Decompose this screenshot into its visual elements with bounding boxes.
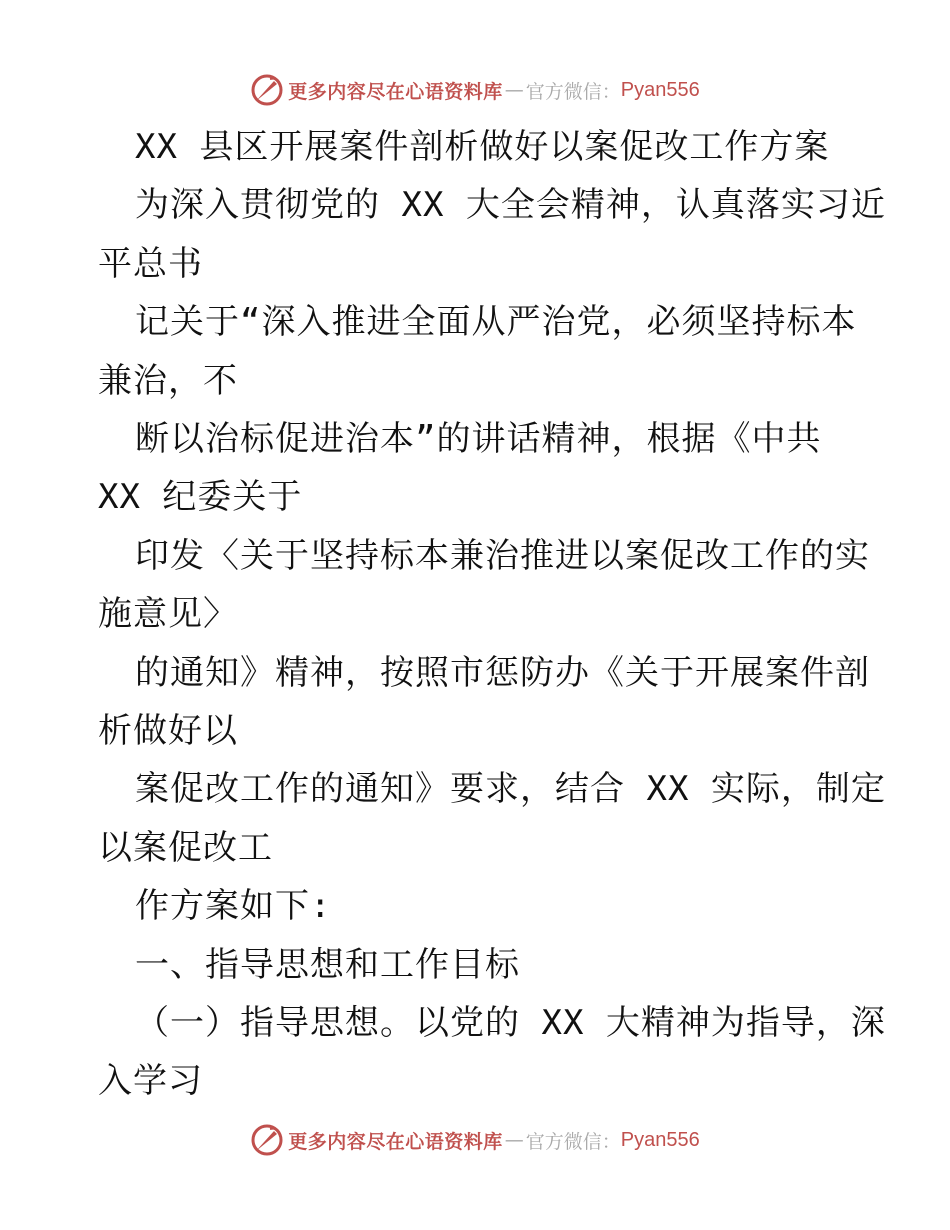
text-line: XX 纪委关于 xyxy=(98,477,303,518)
quill-logo-icon xyxy=(250,73,284,107)
banner-wechat-label: 官方微信： xyxy=(525,1130,621,1153)
banner-dash: — xyxy=(504,1129,524,1151)
text-line: 一、指导思想和工作目标 xyxy=(135,944,520,985)
text-line: 兼治，不 xyxy=(98,360,238,401)
footer-banner xyxy=(0,1120,950,1160)
text-line: 平总书 xyxy=(98,243,203,284)
text-line: 案促改工作的通知》要求，结合 XX 实际，制定 xyxy=(135,769,886,810)
text-line: 印发〈关于坚持标本兼治推进以案促改工作的实 xyxy=(135,535,870,576)
text-line: （一）指导思想。以党的 XX 大精神为指导，深 xyxy=(135,1003,886,1043)
text-line: 的通知》精神，按照市惩防办《关于开展案件剖 xyxy=(135,652,870,693)
banner-wechat-id: Pyan556 xyxy=(620,1128,700,1151)
text-line: 为深入贯彻党的 XX 大全会精神，认真落实习近 xyxy=(135,185,886,226)
banner-title: 更多内容尽在心语资料库 xyxy=(288,80,503,103)
header-banner xyxy=(0,70,950,110)
text-line: 施意见〉 xyxy=(98,594,238,635)
text-line: 记关于“深入推进全面从严治党，必须坚持标本 xyxy=(135,302,857,343)
document-title: XX 县区开展案件剖析做好以案促改工作方案 xyxy=(135,127,830,167)
text-line: 断以治标促进治本”的讲话精神，根据《中共 xyxy=(135,419,822,459)
banner-wechat-id: Pyan556 xyxy=(620,78,700,101)
text-line: 作方案如下: xyxy=(135,886,332,927)
text-line: 析做好以 xyxy=(98,711,238,751)
banner-title: 更多内容尽在心语资料库 xyxy=(288,1130,503,1153)
text-line: 以案促改工 xyxy=(98,827,273,868)
text-line: 入学习 xyxy=(98,1061,203,1102)
banner-wechat-label: 官方微信： xyxy=(525,80,621,103)
banner-dash: — xyxy=(504,79,524,101)
quill-logo-icon xyxy=(250,1123,284,1157)
